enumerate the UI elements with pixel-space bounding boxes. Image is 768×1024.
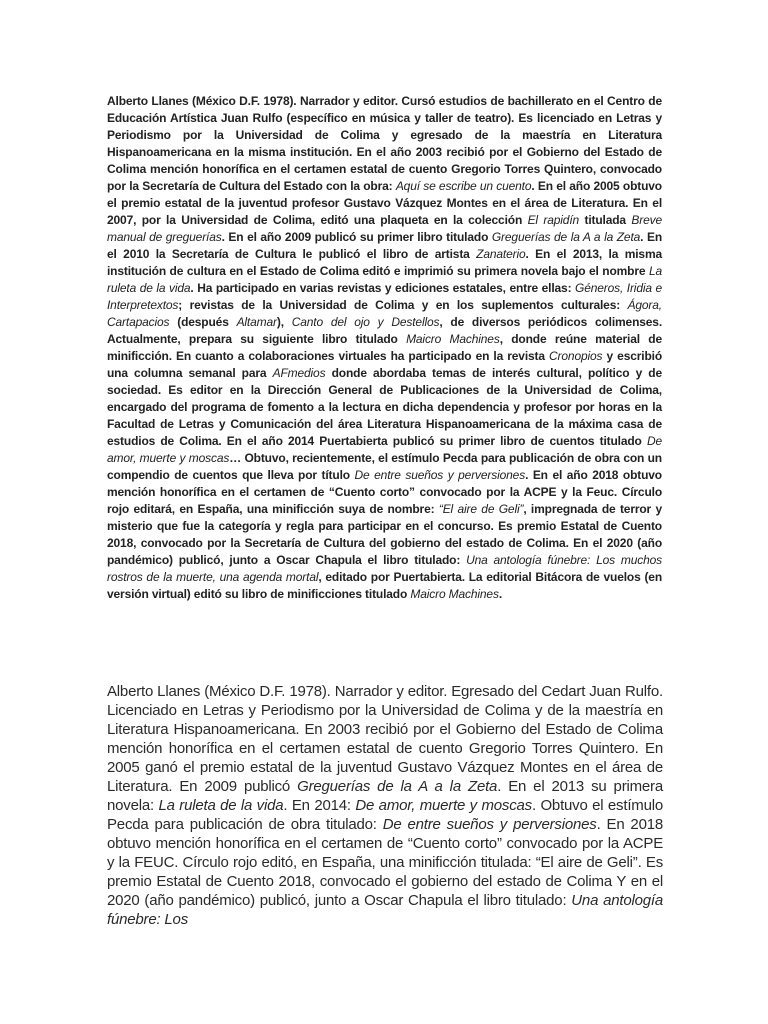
italic-title-text: Maicro Machines	[406, 332, 500, 346]
italic-title-text: Cronopios	[549, 349, 603, 363]
italic-title-text: De entre sueños y perversiones	[382, 816, 597, 833]
italic-title-text: “El aire de Geli”	[438, 502, 524, 516]
italic-title-text: Zanaterio	[476, 247, 526, 261]
italic-title-text: Canto del ojo y Destellos	[291, 315, 440, 329]
text-run: . Obtuvo el estímulo Pecda para publicación de obra titulado:	[107, 797, 663, 833]
italic-title-text: De amor, muerte y moscas	[107, 434, 662, 465]
text-run: , impregnada de terror y misterio que fue la categoría y regla para participar en el concurso. Es premio Estatal de Cuento 2018, convocado por la Secretaría de Cultura del gobierno del estado de Colima. En el 2020 (año pandémico) publicó, junto a Oscar Chapula el libro titulado:	[107, 502, 663, 567]
text-run: y escribió una columna semanal para	[107, 349, 662, 380]
italic-title-text: La ruleta de la vida	[158, 797, 284, 814]
text-run: , de diversos periódicos colimenses. Actualmente, prepara su siguiente libro titulado	[107, 315, 662, 346]
text-run: . Ha participado en varias revistas y ediciones estatales, entre ellas:	[190, 281, 576, 295]
italic-title-text: AFmedios	[272, 366, 326, 380]
text-run: … Obtuvo, recientemente, el estímulo Pecda para publicación de obra con un compendio de cuentos que lleva por título	[107, 451, 662, 482]
biography-short-paragraph	[107, 682, 663, 929]
text-run: . En el año 2005 obtuvo el premio estatal de la juventud profesor Gustavo Vázquez Montes en el área de Literatura. En el 2007, por la Universidad de Colima, editó una plaqueta en la colección	[107, 179, 662, 227]
text-run: .	[498, 587, 502, 601]
italic-title-text: Géneros, Iridia e Interpretextos	[107, 281, 663, 312]
italic-title-text: Una antología fúnebre: Los muchos rostros de la muerte, una agenda mortal	[107, 553, 662, 584]
text-run: titulada	[579, 213, 632, 227]
italic-title-text: Breve manual de greguerías	[107, 213, 663, 244]
text-run: . En el 2013 su primera novela:	[107, 778, 663, 814]
italic-title-text: Aquí se escribe un cuento	[395, 179, 532, 193]
text-run: (después	[169, 315, 237, 329]
text-run: . En 2014:	[283, 797, 356, 814]
italic-title-text: Ágora, Cartapacios	[107, 298, 662, 329]
italic-title-text: Una antología fúnebre: Los	[107, 892, 663, 928]
italic-title-text: Maicro Machines	[410, 587, 499, 601]
text-run: , donde reúne material de minificción. En cuanto a colaboraciones virtuales ha participado en la revista	[107, 332, 662, 363]
text-run: ; revistas de la Universidad de Colima y en los suplementos culturales:	[178, 298, 628, 312]
text-run: . En el año 2009 publicó su primer libro titulado	[221, 230, 492, 244]
text-run: Alberto Llanes (México D.F. 1978). Narrador y editor. Cursó estudios de bachillerato en el Centro de Educación Artística Juan Rulfo (específico en música y taller de teatro). Es licenciado en Letras y Periodismo por la Universidad de Colima y egresado de la maestría en Literatura Hispanoamericana en la misma institución. En el año 2003 recibió por el Gobierno del Estado de Colima mención honorífica en el certamen estatal de cuento Gregorio Torres Quintero, convocado por la Secretaría de Cultura del Estado con la obra:	[107, 94, 662, 193]
text-run: ),	[276, 315, 292, 329]
italic-title-text: Altamar	[236, 315, 277, 329]
text-run: . En 2018 obtuvo mención honorífica en el certamen de “Cuento corto” convocado por la ACPE y la FEUC. Círculo rojo editó, en España, una minificción titulada: “El aire de Geli”. Es premio Estatal de Cuento 2018, convocado el gobierno del estado de Colima Y en el 2020 (año pandémico) publicó, junto a Oscar Chapula el libro titulado:	[107, 816, 664, 909]
text-run: . En el año 2018 obtuvo mención honorífica en el certamen de “Cuento corto” convocado por la ACPE y la Feuc. Círculo rojo editará, en España, una minificción suya de nombre:	[107, 468, 662, 516]
text-run: , editado por Puertabierta. La editorial Bitácora de vuelos (en versión virtual) editó su libro de minificciones titulado	[107, 570, 662, 601]
text-run: donde abordaba temas de interés cultural, político y de sociedad. Es editor en la Dirección General de Publicaciones de la Universidad de Colima, encargado del programa de fomento a la lectura en dicha dependencia y profesor por horas en la Facultad de Letras y Comunicación del área Literatura Hispanoamericana de la máxima casa de estudios de Colima. En el año 2014 Puertabierta publicó su primer libro de cuentos titulado	[107, 366, 663, 448]
text-run: Alberto Llanes (México D.F. 1978). Narrador y editor. Egresado del Cedart Juan Rulfo. Licenciado en Letras y Periodismo por la Universidad de Colima y de la maestría en Literatura Hispanoamericana. En 2003 recibió por el Gobierno del Estado de Colima mención honorífica en el certamen estatal de cuento Gregorio Torres Quintero. En 2005 ganó el premio estatal de la juventud Gustavo Vázquez Montes en el área de Literatura. En 2009 publicó	[107, 683, 663, 795]
italic-title-text: De entre sueños y perversiones	[354, 468, 526, 482]
text-run: . En el 2010 la Secretaría de Cultura le publicó el libro de artista	[107, 230, 662, 261]
italic-title-text: La ruleta de la vida	[107, 264, 662, 295]
italic-title-text: Greguerías de la A a la Zeta	[491, 230, 641, 244]
italic-title-text: De amor, muerte y moscas	[355, 797, 532, 814]
italic-title-text: Greguerías de la A a la Zeta	[297, 778, 498, 795]
italic-title-text: El rapidín	[527, 213, 580, 227]
text-run: . En el 2013, la misma institución de cultura en el Estado de Colima editó e imprimió su primera novela bajo el nombre	[107, 247, 662, 278]
biography-full-paragraph	[107, 93, 662, 603]
